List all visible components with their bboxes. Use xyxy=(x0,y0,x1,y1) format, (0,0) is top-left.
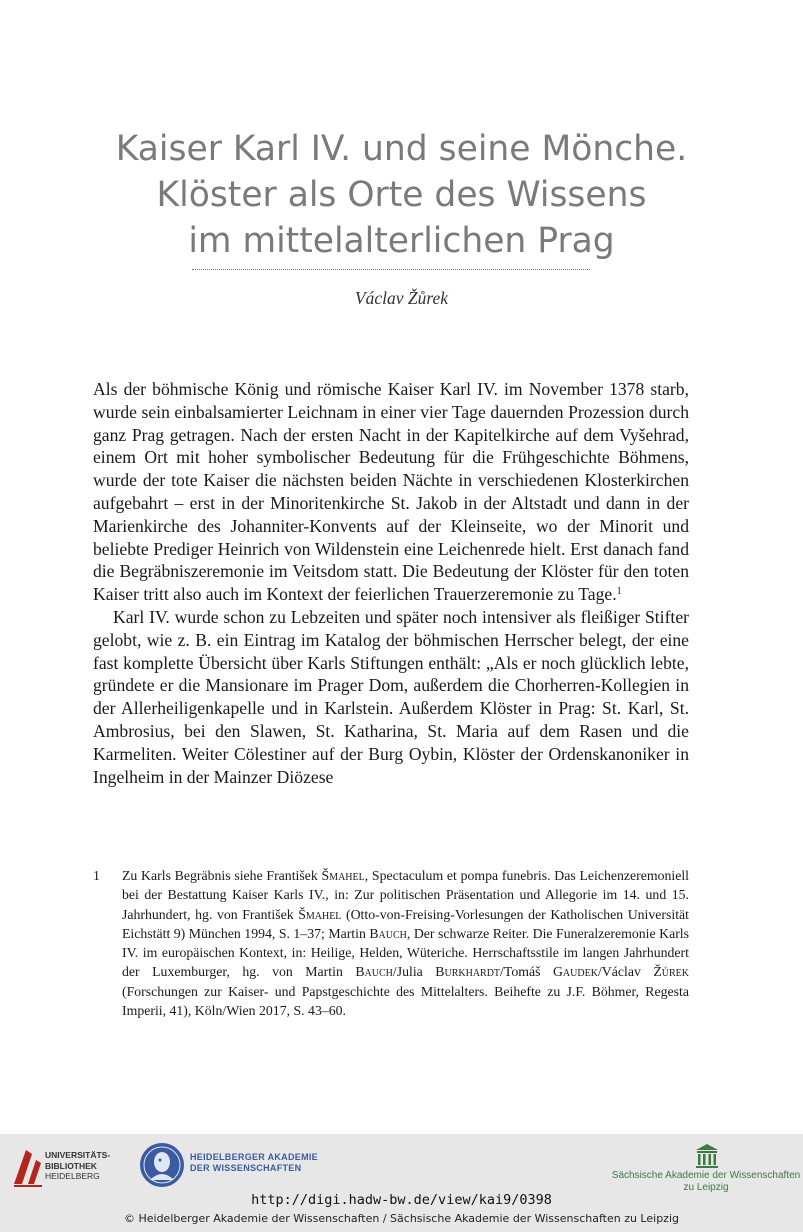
saw-label: Sächsische Akademie der Wissenschaften zu Leipzig xyxy=(611,1170,801,1193)
author-smallcaps: Žůrek xyxy=(653,964,689,980)
author-smallcaps: Bauch xyxy=(369,925,407,941)
title-line-1: Kaiser Karl IV. und seine Mönche. xyxy=(115,129,688,169)
hadw-label: HEIDELBERGER AKADEMIE DER WISSENSCHAFTEN xyxy=(190,1152,318,1173)
title-line-3: im mittelalterlichen Prag xyxy=(188,221,615,261)
paragraph-1 xyxy=(93,378,689,606)
source-url-link[interactable]: http://digi.hadw-bw.de/view/kai9/0398 xyxy=(251,1192,552,1208)
footnote-number: 1 xyxy=(93,868,100,883)
saw-building-icon[interactable] xyxy=(696,1144,718,1168)
footnote xyxy=(93,866,689,1020)
body-text xyxy=(93,378,689,788)
page-footer xyxy=(0,1134,803,1232)
paragraph-2: Karl IV. wurde schon zu Lebzeiten und später noch intensiver als fleißiger Stifter gelobt, wie z. B. ein Eintrag im Katalog der böhmischen Herrscher belegt, der eine fast komplette Übersicht über Karls Stiftungen enthält: „Als er noch glücklich lebte, gründete er die Mansionare im Prager Dom, außerdem die Chorherren-Kollegien in der Allerheiligenkapelle und in Karlstein. Außerdem Klöster in Prag: St. Karl, St. Ambrosius, bei den Slawen, St. Katharina, St. Maria auf dem Rasen und die Karmeliten. Weiter Cölestiner auf der Burg Oybin, Klöster der Ordenskanoniker in Ingelheim in der Mainzer Diözese xyxy=(93,606,689,787)
paragraph-1-text: Als der böhmische König und römische Kaiser Karl IV. im November 1378 starb, wurde sein einbalsamierter Leichnam in einer vier Tage dauernden Prozession durch ganz Prag getragen. Nach der ersten Nacht in der Kapitelkirche auf dem Vyšehrad, einem Ort mit hoher symbolischer Bedeutung für die Frühgeschichte Böhmens, wurde der tote Kaiser die nächsten beiden Nächte in verschiedenen Klosterkirchen aufgebahrt – erst in der Minoritenkirche St. Jakob in der Altstadt und dann in der Marienkirche des Johanniter-Konvents auf der Kleinseite, wo der Minorit und beliebte Prediger Heinrich von Wildenstein eine Leichenrede hielt. Erst danach fand die Begräbniszeremonie im Veitsdom statt. Die Bedeutung der Klöster für den toten Kaiser tritt also auch im Kontext der feierlichen Trauerzeremonie zu Tage. xyxy=(93,379,689,605)
author-smallcaps: Šmahel xyxy=(321,868,365,883)
footnote-reference[interactable]: 1 xyxy=(616,586,622,598)
footnote-text: Zu Karls Begräbnis siehe František Šmahel, Spectaculum et pompa funebris. Das Leichenzeremoniell bei der Bestattung Kaiser Karls IV., in: Zur politischen Präsentation und Allegorie im 14. und 15. Jahrhundert, hg. von František Šmahel (Otto-von-Freising-Vorlesungen der Katholischen Universität Eichstätt 9) München 1994, S. 1–37; Martin Bauch, Der schwarze Reiter. Die Funeralzeremonie Karls IV. im europäischen Kontext, in: Heilige, Helden, Wüteriche. Herrschaftsstile im langen Jahrhundert der Luxemburger, hg. von Martin Bauch/Julia Burkhardt/Tomáš Gaudek/Václav Žůrek (Forschungen zur Kaiser- und Papstgeschichte des Mittelalters. Beihefte zu J.F. Böhmer, Regesta Imperii, 41), Köln/Wien 2017, S. 43–60. xyxy=(122,868,689,1019)
dotted-divider xyxy=(192,269,590,270)
author-smallcaps: Gaudek xyxy=(552,964,598,980)
page-title xyxy=(0,126,803,264)
author-smallcaps: Šmahel xyxy=(298,906,342,922)
ub-heidelberg-label: UNIVERSITÄTS- BIBLIOTHEK HEIDELBERG xyxy=(45,1150,111,1181)
author-smallcaps: Burkhardt xyxy=(435,964,501,980)
title-line-2: Klöster als Orte des Wissens xyxy=(156,175,647,215)
copyright-notice: © Heidelberger Akademie der Wissenschaften / Sächsische Akademie der Wissenschaften zu Leipzig xyxy=(123,1212,679,1225)
author-name: Václav Žůrek xyxy=(354,288,449,308)
hadw-seal-icon[interactable] xyxy=(139,1142,185,1188)
author-smallcaps: Bauch xyxy=(355,964,393,980)
